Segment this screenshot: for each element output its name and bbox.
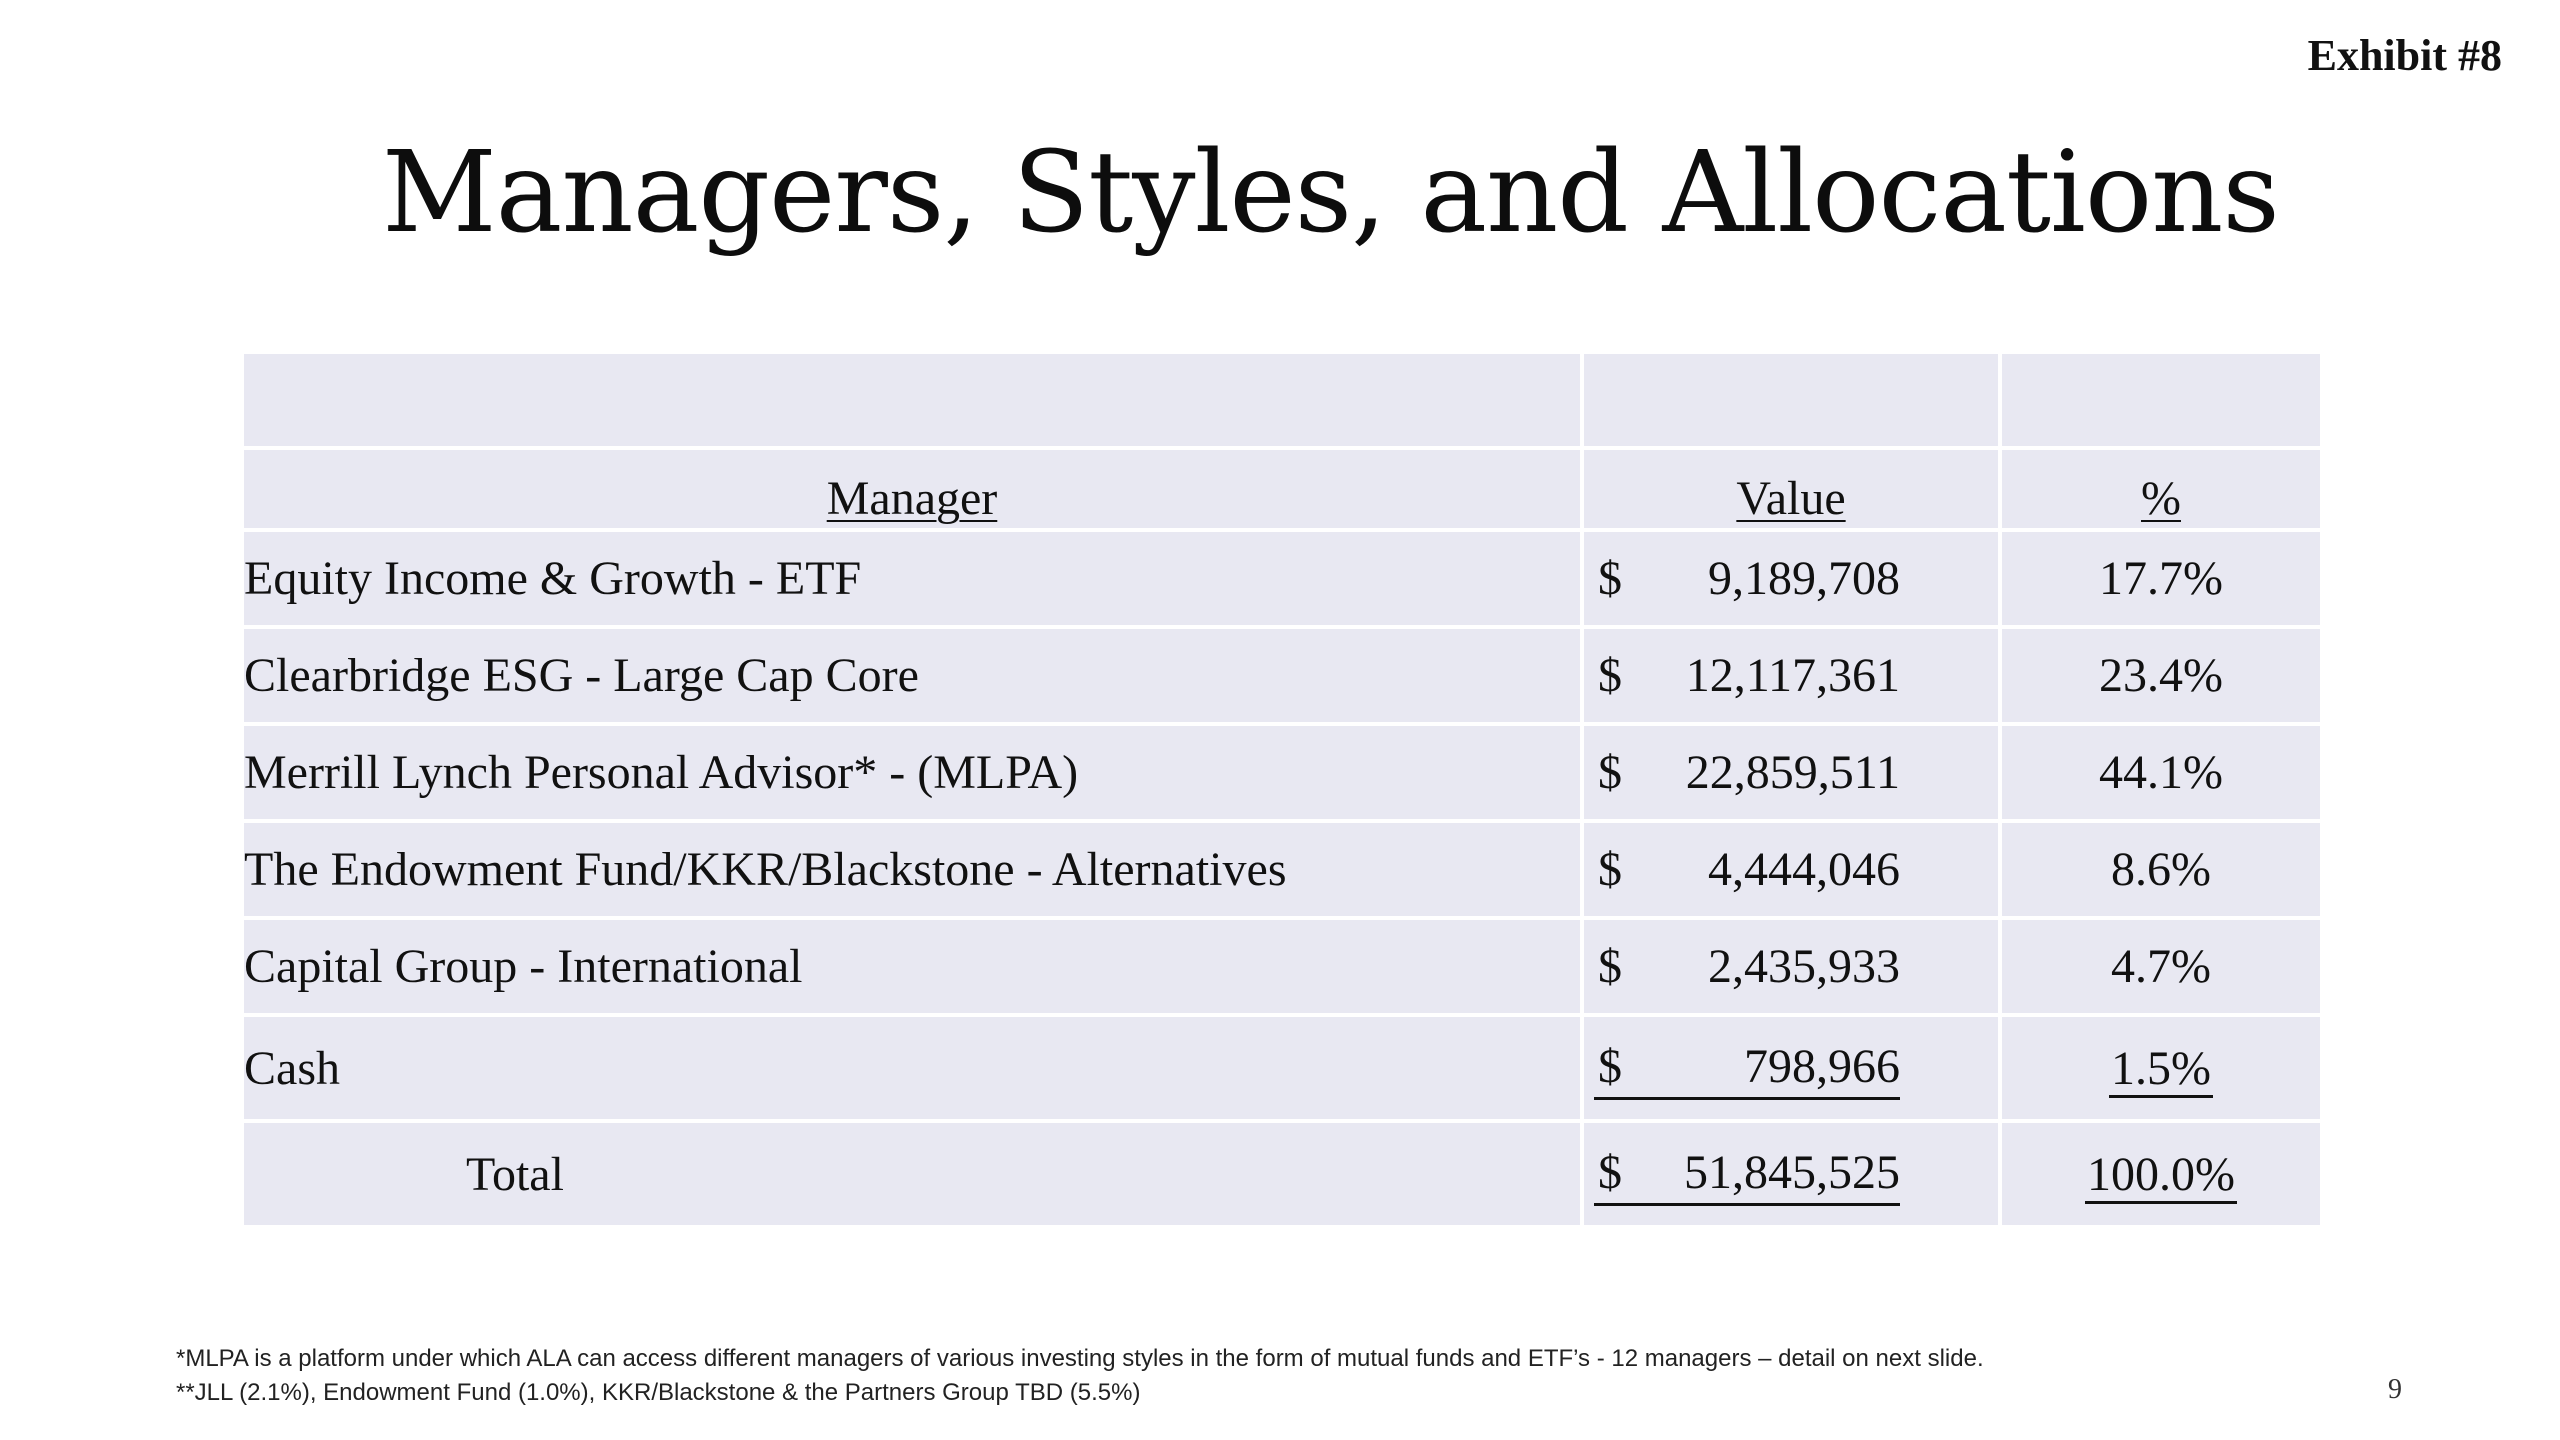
value-amount: 22,859,511 [1685, 745, 1900, 799]
percent-value: 17.7% [2099, 552, 2223, 605]
total-label: Total [466, 1147, 564, 1201]
allocation-table-grid [244, 354, 2320, 1225]
value-cell [1594, 646, 1900, 706]
footnotes [176, 1342, 1984, 1410]
table-spacer-row [244, 354, 2320, 450]
manager-name: Cash [244, 1041, 340, 1095]
percent-value: 1.5% [2109, 1042, 2213, 1098]
percent-value: 44.1% [2099, 746, 2223, 799]
value-cell [1594, 937, 1900, 997]
table-row [244, 920, 2320, 1017]
manager-name: Clearbridge ESG - Large Cap Core [244, 649, 919, 702]
currency-symbol: $ [1598, 745, 1622, 799]
percent-value: 4.7% [2111, 940, 2211, 993]
header-percent: % [2141, 472, 2181, 525]
value-amount: 9,189,708 [1708, 551, 1900, 605]
total-value-amount: 51,845,525 [1684, 1145, 1900, 1199]
table-row [244, 726, 2320, 823]
manager-name: Merrill Lynch Personal Advisor* - (MLPA) [244, 746, 1079, 799]
table-row [244, 629, 2320, 726]
currency-symbol: $ [1598, 551, 1622, 605]
total-percent: 100.0% [2085, 1148, 2237, 1204]
value-amount: 4,444,046 [1708, 842, 1900, 896]
manager-name: Capital Group - International [244, 940, 803, 993]
table-total-row [244, 1123, 2320, 1225]
value-cell [1594, 549, 1900, 609]
page-number: 9 [2388, 1374, 2402, 1405]
percent-value: 23.4% [2099, 649, 2223, 702]
exhibit-label: Exhibit #8 [2307, 31, 2502, 80]
manager-name: The Endowment Fund/KKR/Blackstone - Alternatives [244, 843, 1287, 896]
currency-symbol: $ [1598, 842, 1622, 896]
header-value: Value [1736, 472, 1846, 525]
currency-symbol: $ [1598, 939, 1622, 993]
value-amount: 798,966 [1744, 1039, 1900, 1093]
currency-symbol: $ [1598, 1145, 1622, 1199]
allocation-table [244, 354, 2316, 1225]
value-cell [1594, 840, 1900, 900]
value-cell [1594, 743, 1900, 803]
table-header-row [244, 450, 2320, 532]
table-row [244, 1017, 2320, 1123]
table-row [244, 823, 2320, 920]
header-manager: Manager [826, 472, 998, 525]
table-row [244, 532, 2320, 629]
value-cell [1594, 1037, 1900, 1100]
total-value-cell [1594, 1143, 1900, 1206]
value-amount: 12,117,361 [1685, 648, 1900, 702]
percent-value: 8.6% [2111, 843, 2211, 896]
footnote-mlpa: *MLPA is a platform under which ALA can access different managers of various investing styles in the form of mutual funds and ETF’s - 12 managers – detail on next slide. [176, 1345, 1984, 1372]
currency-symbol: $ [1598, 1039, 1622, 1093]
manager-name: Equity Income & Growth - ETF [244, 552, 862, 605]
currency-symbol: $ [1598, 648, 1622, 702]
page-title: Managers, Styles, and Allocations [382, 128, 2279, 258]
value-amount: 2,435,933 [1708, 939, 1900, 993]
footnote-alternatives: **JLL (2.1%), Endowment Fund (1.0%), KKR/Blackstone & the Partners Group TBD (5.5%) [176, 1379, 1141, 1406]
